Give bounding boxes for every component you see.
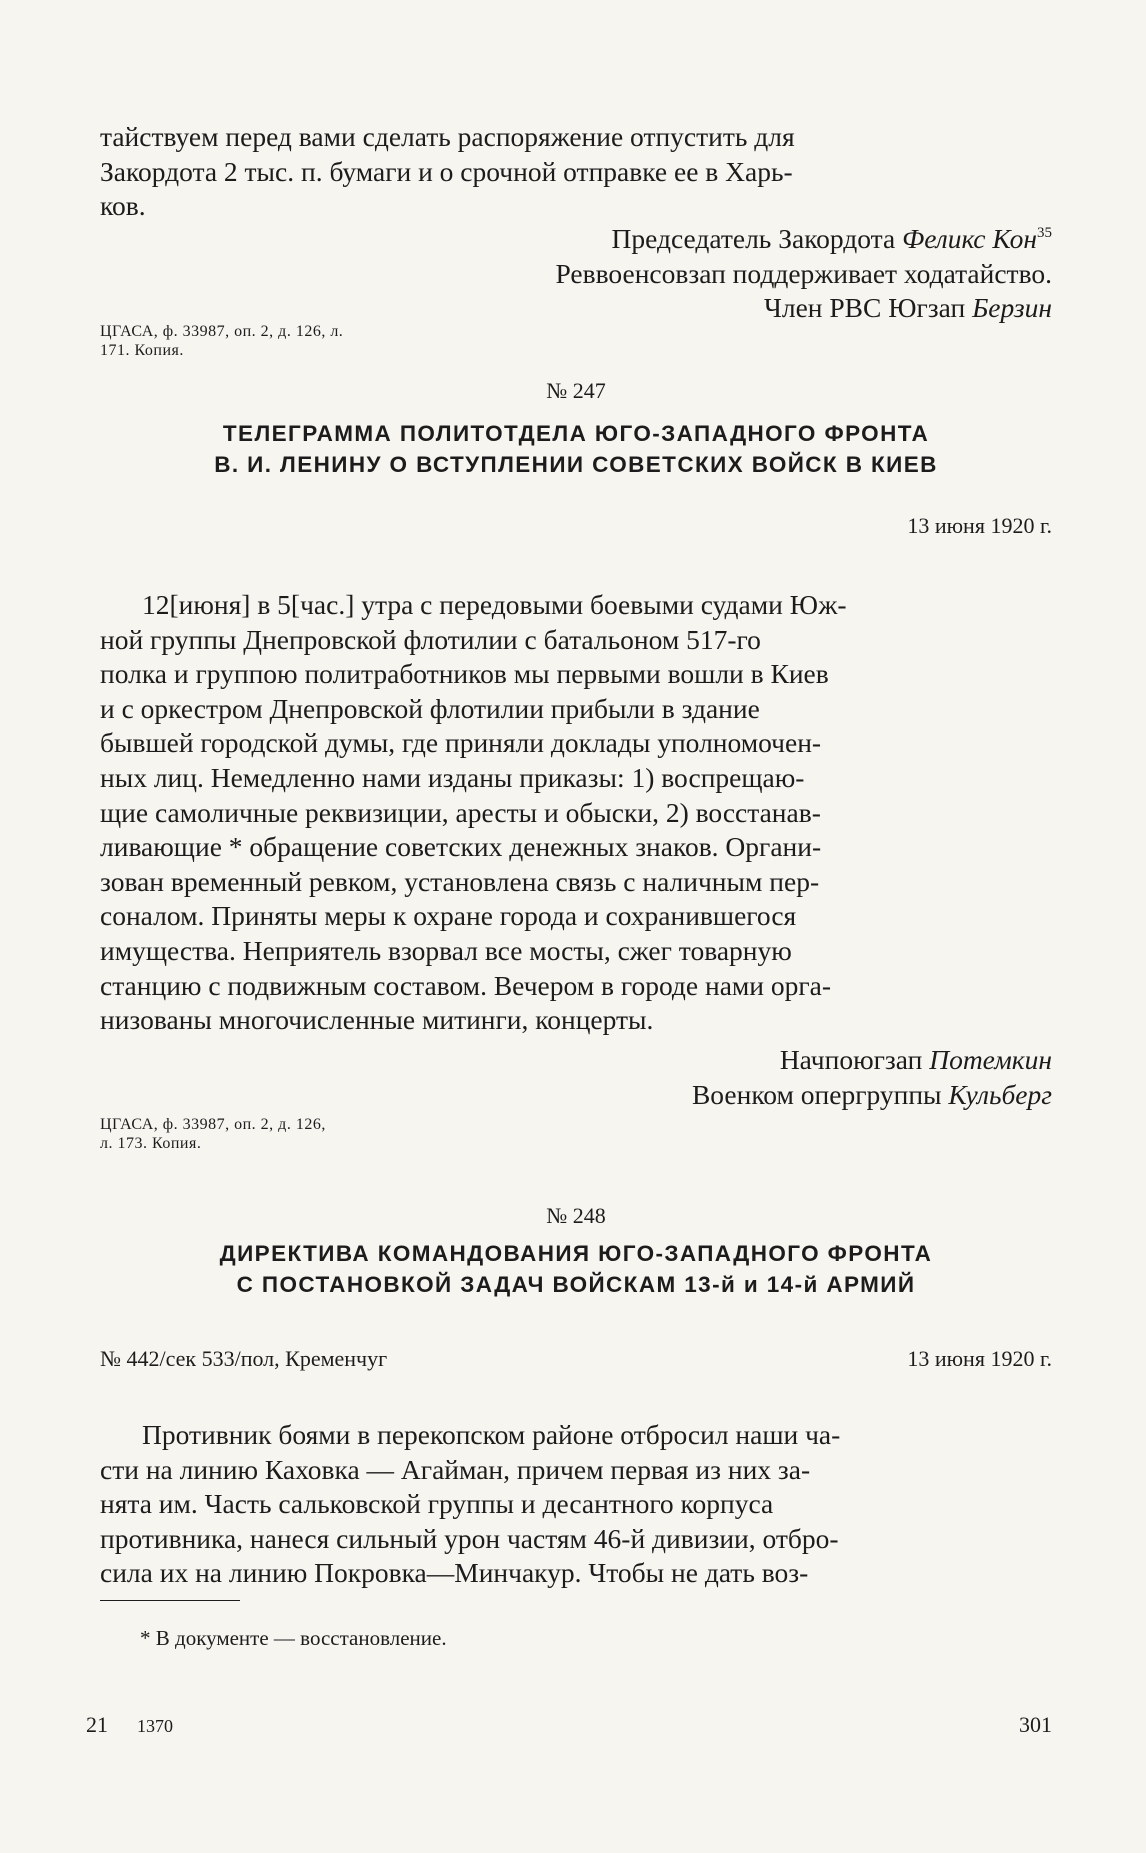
document-reference: № 442/сек 533/пол, Кременчуг bbox=[100, 1346, 388, 1371]
signature-line bbox=[100, 1078, 1052, 1113]
signature-mark: 21 bbox=[86, 1712, 108, 1737]
text-line: бывшей городской думы, где приняли доклады уполномочен- bbox=[100, 727, 822, 759]
signature-role: Начпоюгзап bbox=[779, 1044, 923, 1075]
text-line: низованы многочисленные митинги, концерты. bbox=[100, 1004, 654, 1036]
document-date: 13 июня 1920 г. bbox=[907, 513, 1052, 538]
text-line: нята им. Часть сальковской группы и десантного корпуса bbox=[100, 1488, 774, 1520]
document-dateline bbox=[100, 513, 1052, 543]
archive-line: ЦГАСА, ф. 33987, оп. 2, д. 126, bbox=[100, 1116, 326, 1133]
title-line: ДИРЕКТИВА КОМАНДОВАНИЯ ЮГО-ЗАПАДНОГО ФРОНТА bbox=[219, 1241, 933, 1266]
document-body bbox=[100, 588, 1052, 1038]
document-signatures bbox=[100, 1043, 1052, 1112]
document-number: № 247 bbox=[546, 378, 606, 403]
archive-line: 171. Копия. bbox=[100, 342, 184, 359]
title-line: ТЕЛЕГРАММА ПОЛИТОТДЕЛА ЮГО-ЗАПАДНОГО ФРОНТА bbox=[222, 421, 930, 446]
signature-role: Военком опергруппы bbox=[691, 1078, 942, 1110]
continuation-signatures bbox=[100, 222, 1052, 326]
continuation-text bbox=[100, 120, 1052, 224]
text-line: противника, нанеся сильный урон частям 46-й дивизии, отбро- bbox=[100, 1522, 839, 1554]
order-number: 1370 bbox=[137, 1716, 173, 1736]
text-line: и с оркестром Днепровской флотилии прибыли в здание bbox=[100, 692, 760, 724]
document-number: № 248 bbox=[546, 1203, 606, 1228]
text-line: 12[июня] в 5[час.] утра с передовыми боевыми судами Юж- bbox=[142, 589, 847, 620]
archive-reference bbox=[100, 322, 530, 360]
footnote-rule bbox=[100, 1600, 240, 1601]
document-dateline bbox=[100, 1346, 1052, 1376]
text-line: тайствуем перед вами сделать распоряжение отпустить для bbox=[100, 121, 795, 152]
archive-line: л. 173. Копия. bbox=[100, 1135, 202, 1152]
signature-name: Потемкин bbox=[929, 1044, 1052, 1075]
text-line: Противник боями в перекопском районе отбросил наши ча- bbox=[142, 1419, 841, 1450]
text-line: соналом. Приняты меры к охране города и сохранившегося bbox=[100, 900, 797, 932]
signature-line bbox=[100, 1043, 1052, 1078]
document-title bbox=[100, 418, 1052, 480]
signature-role: Председатель Закордота bbox=[611, 223, 896, 254]
archive-line: ЦГАСА, ф. 33987, оп. 2, д. 126, л. bbox=[100, 323, 344, 340]
text-line: полка и группою политработников мы первыми вошли в Киев bbox=[100, 658, 829, 690]
footnote-ref: 35 bbox=[1037, 225, 1052, 241]
footnote: * В документе — восстановление. bbox=[140, 1626, 447, 1650]
signature-line bbox=[100, 257, 1052, 292]
text-line: щие самоличные реквизиции, аресты и обыски, 2) восстанав- bbox=[100, 796, 821, 828]
text-line: станцию с подвижным составом. Вечером в городе нами орга- bbox=[100, 969, 832, 1001]
text-line: ных лиц. Немедленно нами изданы приказы: 1) воспрещаю- bbox=[100, 761, 805, 793]
page-number: 301 bbox=[1019, 1712, 1052, 1737]
document-date: 13 июня 1920 г. bbox=[907, 1346, 1052, 1371]
signature-role: Член РВС Югзап bbox=[763, 292, 966, 324]
document-title bbox=[100, 1238, 1052, 1300]
signature-role: Реввоенсовзап поддерживает ходатайство. bbox=[555, 257, 1052, 289]
signature-line bbox=[100, 291, 1052, 326]
text-line: сти на линию Каховка — Агайман, причем первая из них за- bbox=[100, 1453, 811, 1485]
title-line: В. И. ЛЕНИНУ О ВСТУПЛЕНИИ СОВЕТСКИХ ВОЙСК В КИЕВ bbox=[214, 452, 938, 477]
text-line: Закордота 2 тыс. п. бумаги и о срочной отправке ее в Харь- bbox=[100, 155, 793, 187]
title-line: С ПОСТАНОВКОЙ ЗАДАЧ ВОЙСКАМ 13-й и 14-й АРМИЙ bbox=[236, 1272, 916, 1297]
text-line: ной группы Днепровской флотилии с батальоном 517-го bbox=[100, 623, 761, 655]
text-line: ков. bbox=[100, 190, 146, 222]
text-line: зован временный ревком, установлена связь с наличным пер- bbox=[100, 865, 820, 897]
text-line: имущества. Неприятель взорвал все мосты, сжег товарную bbox=[100, 934, 792, 966]
archive-reference bbox=[100, 1115, 530, 1153]
text-line: сила их на линию Покровка—Минчакур. Чтобы не дать воз- bbox=[100, 1557, 809, 1589]
signature-name: Кульберг bbox=[948, 1078, 1052, 1110]
signature-line bbox=[100, 222, 1052, 257]
signature-name: Берзин bbox=[972, 292, 1052, 324]
document-body bbox=[100, 1418, 1052, 1591]
signature-name: Феликс Кон bbox=[902, 223, 1037, 254]
text-line: ливающие * обращение советских денежных знаков. Органи- bbox=[100, 831, 822, 863]
